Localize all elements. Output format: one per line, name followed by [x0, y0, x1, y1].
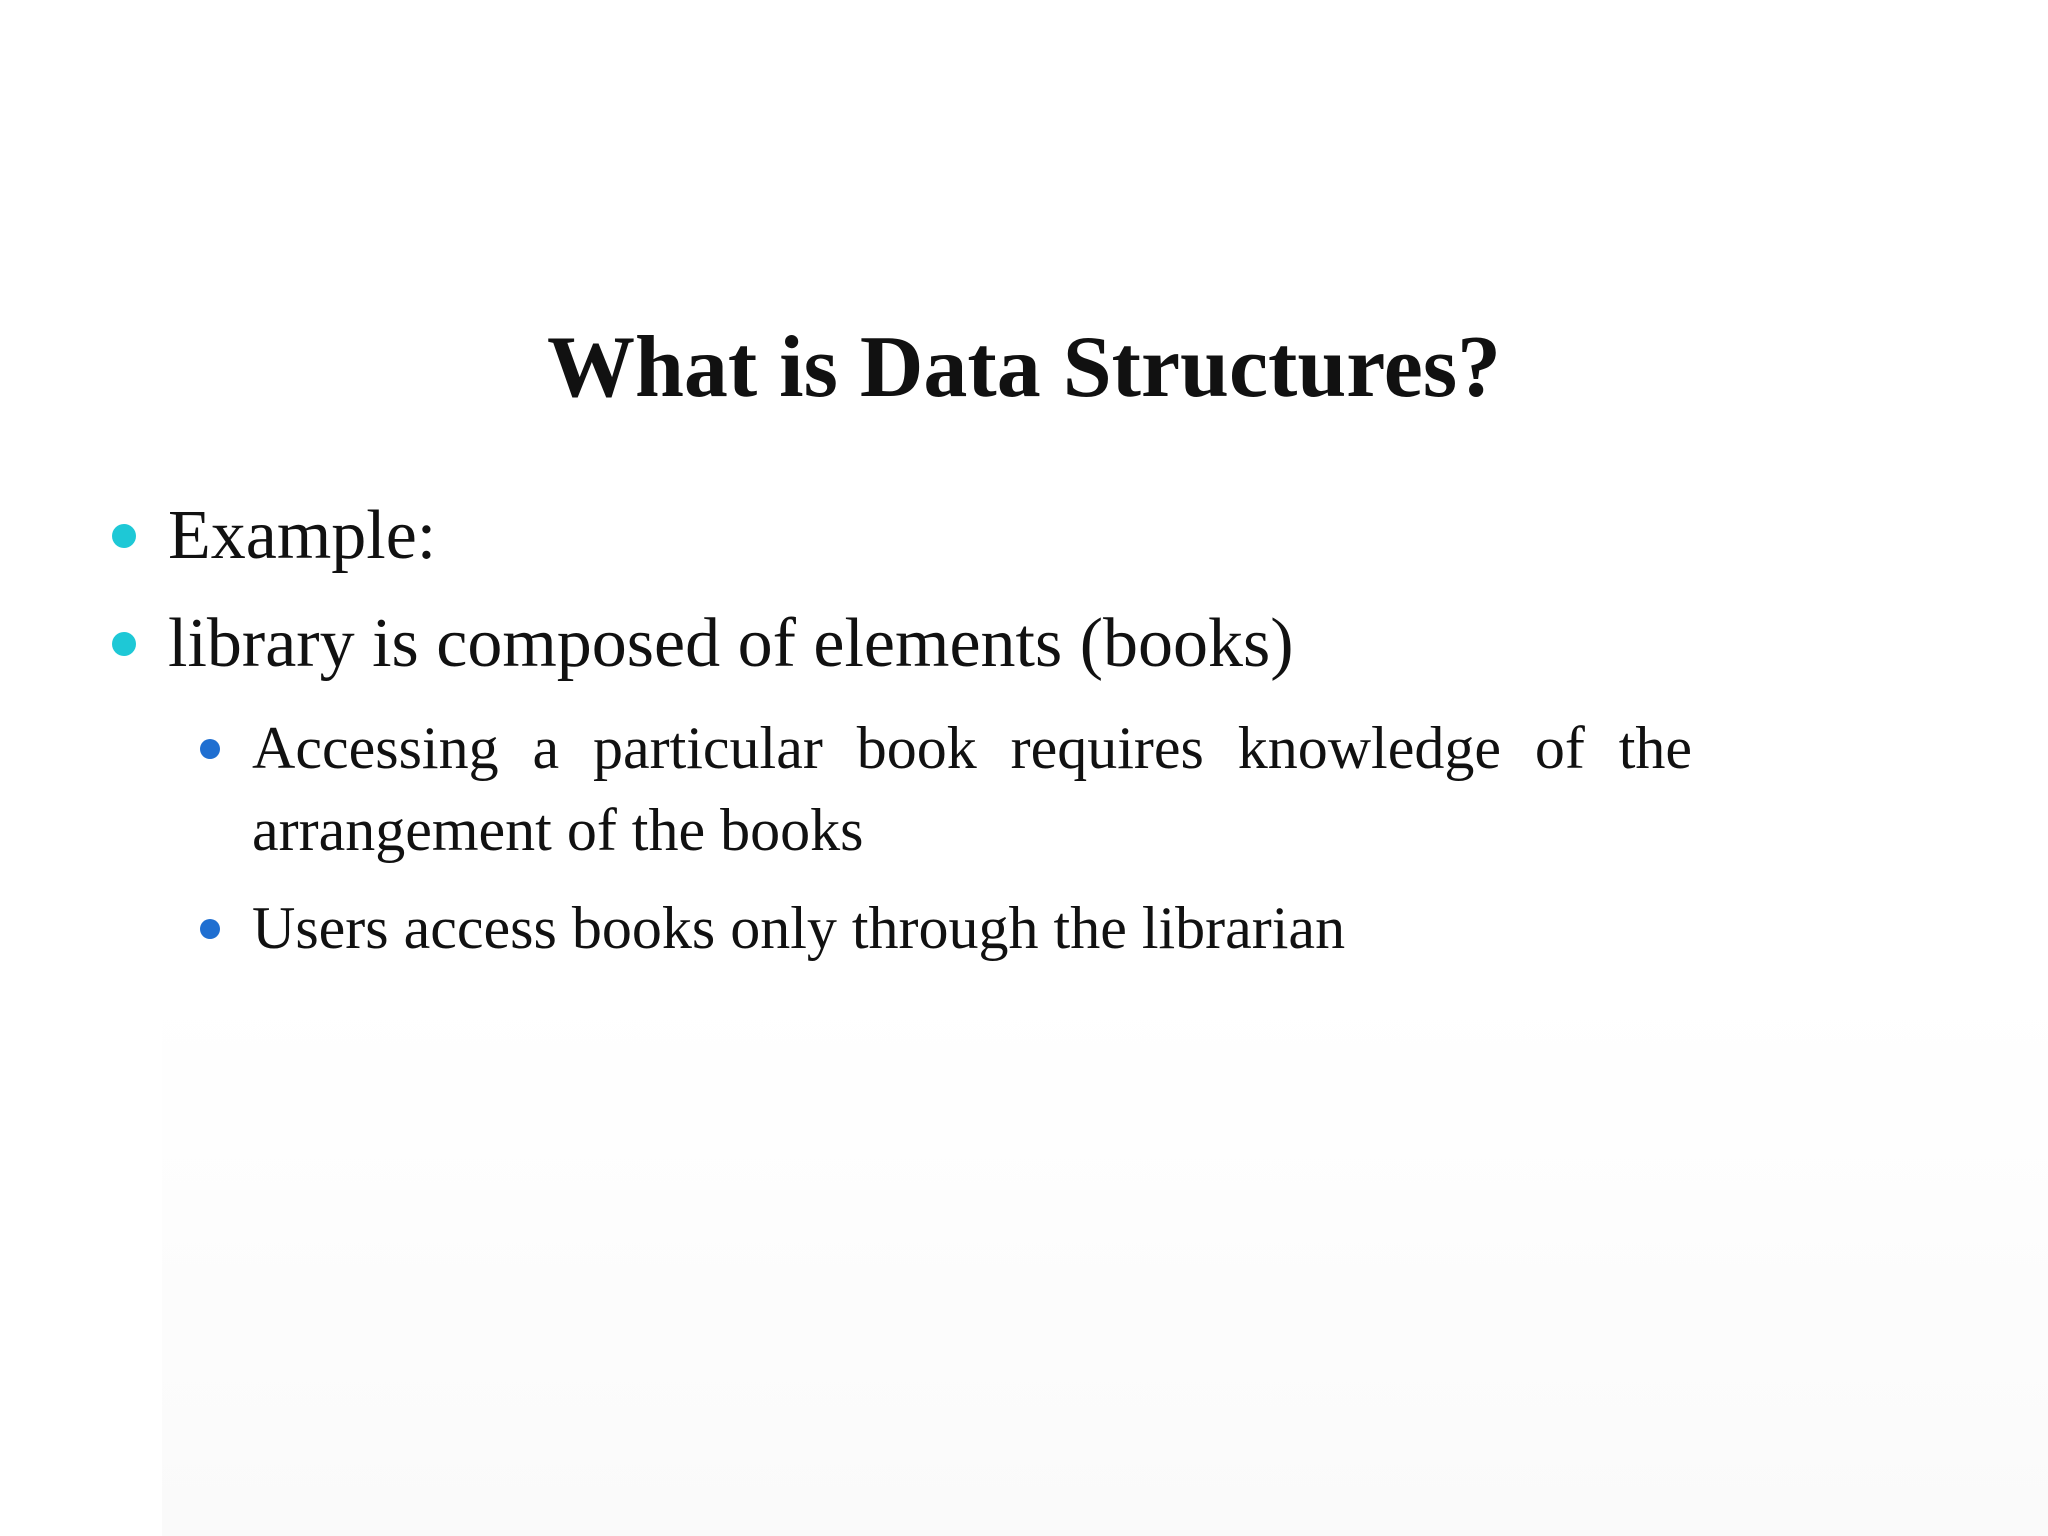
bullet-item — [112, 604, 1294, 684]
sub-bullet-dot-icon — [200, 919, 220, 939]
bullet-text: Example: — [168, 497, 437, 574]
bullet-text: library is composed of elements (books) — [168, 605, 1294, 682]
sub-bullet-text: Users access books only through the librarian — [252, 895, 1346, 961]
sub-bullet-text: Accessing a particular book requires knowledge of the arrangement of the books — [252, 715, 1692, 863]
sub-bullet-item — [200, 707, 1692, 871]
slide-title: What is Data Structures? — [546, 319, 1502, 416]
bullet-dot-icon — [112, 632, 136, 656]
bullet-dot-icon — [112, 524, 136, 548]
bullet-item — [112, 496, 436, 576]
sub-bullet-item — [200, 887, 1692, 969]
sub-bullet-dot-icon — [200, 739, 220, 759]
